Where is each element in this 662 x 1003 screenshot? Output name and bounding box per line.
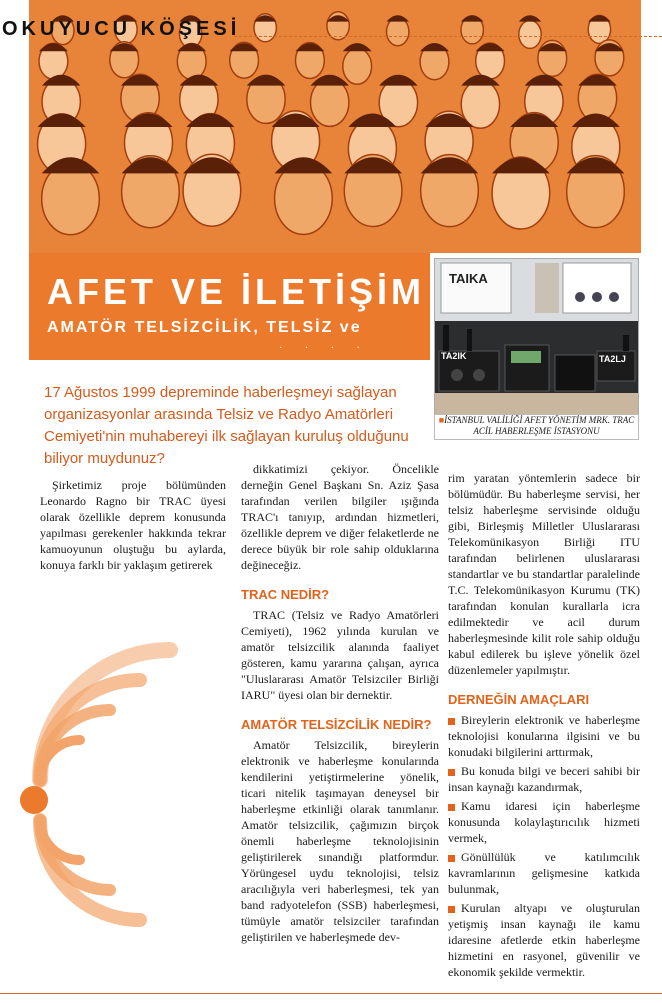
bullet-square-icon [448,718,455,725]
caption-square-icon: ■ [438,415,445,425]
list-item: Kurulan altyapı ve oluşturulan yetişmiş insan kaynağı ile kamu idaresine afetlerde etkin haberleşme hizmetini en rasyonel, güvenilir ve ekonomik şekilde vermektir. [448,901,640,979]
article-subtitle: AMATÖR TELSİZCİLİK, TELSİZ ve [47,319,362,336]
column-1 [40,477,226,573]
title-dots-decoration: · · · · [279,343,370,354]
bullet-square-icon [448,804,455,811]
title-band [29,253,430,360]
article-title: AFET VE İLETİŞİM [47,271,426,312]
header-divider [234,36,662,37]
bottom-rule [0,993,662,994]
list-item: Bu konuda bilgi ve beceri sahibi bir insan kaynağı kazandırmak, [448,764,640,794]
photo-caption [434,414,639,440]
radio-station-photo [434,258,639,415]
bullet-square-icon [448,769,455,776]
lead-paragraph: 17 Ağustos 1999 depreminde haberleşmeyi sağlayan organizasyonlar arasında Telsiz ve Radyo Amatörleri Cemiyeti'nin muhabereyi ilk sağlayan kuruluş olduğunu biliyor muydunuz? [44,384,409,467]
radio-waves-decoration [0,640,240,940]
col3-paragraph-1: rim yaratan yöntemlerin sadece bir bölümüdür. Bu haberleşme servisi, her telsiz haberleşme servisinde olduğu gibi, Birleşmiş Milletler Uluslararası Telekomünikasyon Birliği ITU tarafından belirlenen uluslararası standartlar ve bu standartlar paralelinde T.C. Telekomünikasyon Kurumu (TK) tarafından konulan kurallarla icra edilmektedir ve acil durum haberleşmesinde kilit role sahip olduğu kabul edilerek bu işleve yönelik özel düzenlemeler yapılmıştır. [448,471,640,677]
list-item: Gönüllülük ve katılımcılık kavramlarının gelişmesine katkıda bulunmak, [448,850,640,896]
sign-ta2ik: TA2IK [441,351,467,361]
section-title: OKUYUCU KÖŞESİ [2,18,241,40]
bullet-square-icon [448,855,455,862]
col2-paragraph-1: dikkatimizi çekiyor. Öncelikle derneğin Genel Başkanı Sn. Aziz Şasa tarafından verilen bilgiler ışığında TRAC'ı tanıyıp, ardından hizmetleri, özellikle deprem ve diğer felaketlerde ne derece büyük bir role sahip olduklarına değineceğiz. [241,462,439,572]
radio-equipment-illustration [435,259,638,414]
heading-dernegin-amaclari: DERNEĞİN AMAÇLARI [448,692,590,707]
list-item: Kamu idaresi için haberleşme konusunda kolaylaştırıcılık hizmeti vermek, [448,799,640,845]
col2-paragraph-2: TRAC (Telsiz ve Radyo Amatörleri Cemiyeti), 1962 yılında kurulan ve amatör telsizcilik alanında faaliyet gösteren, kamu yararına çalışan, ayrıca "Uluslararası Amatör Telsizciler Birliği IARU" üyesi olan bir dernektir. [241,608,439,702]
sign-taika: TAIKA [449,271,488,286]
heading-amator-telsizcilik: AMATÖR TELSİZCİLİK NEDİR? [241,717,432,732]
section-header [0,14,662,48]
list-item: Bireylerin elektronik ve haberleşme teknolojisi konularına ilgisini ve bu konudaki bilgilerini arttırmak, [448,713,640,759]
col1-paragraph: Şirketimiz proje bölümünden Leonardo Ragno bir TRAC üyesi olarak özellikle deprem konusunda yapılması gerekenler hakkında tekrar kamuoyunun oluştuğu bu aylarda, konuya farklı bir yaklaşım getirerek [40,478,226,572]
photo-caption-text: İSTANBUL VALİLİĞİ AFET YÖNETİM MRK. TRAC ACİL HABERLEŞME İSTASYONU [444,415,635,436]
sign-ta2lj: TA2LJ [599,354,626,364]
column-2 [241,461,439,945]
column-3 [448,470,640,980]
heading-trac-nedir: TRAC NEDİR? [241,587,330,602]
bullet-square-icon [448,906,455,913]
col2-paragraph-3: Amatör Telsizcilik, bireylerin elektronik ve haberleşme konularında kendilerini yetiştirmelerine yönelik, ticari nitelik taşımayan deneysel bir haberleşme etkinliği olarak tanımlanır. Amatör telsizcilik, çağımızın birçok önemli haberleşme teknolojisinin geliştirilerek sınandığı platformdur. Yörüngesel uydu teknolojisi, telsiz aracılığıyla veri haberleşmesi, tek yan band radyotelefon (SSB) haberleşmesi, tümüyle amatör telsizciler tarafından geliştirilen ve haberleşmede dev- [241,738,439,944]
